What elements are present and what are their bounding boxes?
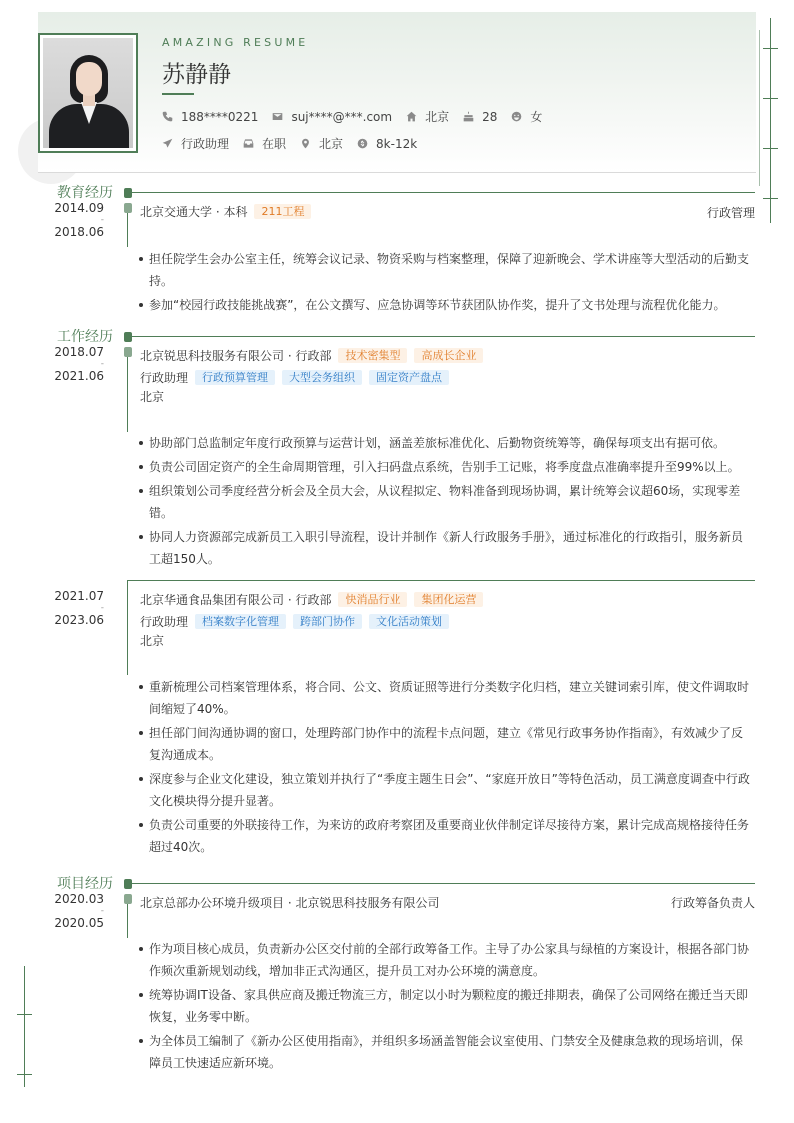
list-item: 作为项目核心成员，负责新办公区交付前的全部行政筹备工作。主导了办公家具与绿植的方案设计，根据各部门协作频次重新规划动线，增加非正式沟通区，提升员工对办公环境的满意度。 — [138, 938, 754, 982]
company-title — [140, 591, 483, 608]
email-item — [272, 110, 392, 124]
decorative-tick — [17, 1074, 32, 1075]
school-tag: 211工程 — [254, 204, 311, 219]
list-item: 组织策划公司季度经营分析会及全员大会，从议程拟定、物料准备到现场协调，累计统筹会议超60场，实现零差错。 — [138, 480, 754, 524]
position-title: 行政助理 — [140, 615, 189, 629]
entry-marker — [124, 203, 132, 213]
gender-text: 女 — [530, 110, 543, 124]
date-separator: - — [100, 359, 104, 369]
cake-icon — [463, 111, 474, 122]
position-line — [140, 613, 449, 630]
work-location: 北京 — [140, 634, 165, 648]
entry-dates — [40, 200, 104, 240]
position-title: 行政助理 — [140, 371, 189, 385]
project-bullets — [138, 938, 754, 1076]
list-item: 负责公司重要的外联接待工作，为来访的政府考察团及重要商业伙伴制定详尽接待方案，累计完成高规格接待任务超过40次。 — [138, 814, 754, 858]
target-position-text: 行政助理 — [181, 137, 230, 151]
major: 行政管理 — [706, 206, 755, 220]
skill-tag: 档案数字化管理 — [195, 614, 286, 629]
brand-label: AMAZING RESUME — [162, 36, 309, 49]
company-title — [140, 347, 483, 364]
target-city-item — [300, 135, 343, 152]
work-bullets — [138, 432, 754, 572]
timeline-line — [127, 357, 128, 432]
end-date: 2018.06 — [54, 225, 104, 239]
entry-marker — [124, 347, 132, 357]
name-underline — [162, 93, 194, 95]
status-item — [243, 135, 286, 152]
phone-text: 188****0221 — [181, 109, 259, 124]
city-item — [406, 108, 449, 125]
smile-icon — [511, 111, 522, 122]
entry-dates — [40, 588, 104, 628]
company-name: 北京锐思科技服务有限公司 · 行政部 — [140, 349, 332, 363]
send-icon — [162, 138, 173, 149]
location-pin-icon — [300, 138, 311, 149]
position-line — [140, 369, 449, 386]
gender-item — [511, 108, 542, 125]
date-separator: - — [100, 906, 104, 916]
section-marker — [124, 332, 132, 342]
phone-icon — [162, 111, 173, 122]
email-text: suj****@***.com — [291, 109, 393, 124]
section-marker — [124, 188, 132, 198]
school-title — [140, 203, 311, 220]
skill-tag: 跨部门协作 — [293, 614, 362, 629]
company-tag: 集团化运营 — [414, 592, 483, 607]
list-item: 为全体员工编制了《新办公区使用指南》，并组织多场涵盖智能会议室使用、门禁安全及健康急救的现场培训，保障员工快速适应新环境。 — [138, 1030, 754, 1074]
list-item: 参加“校园行政技能挑战赛”，在公文撰写、应急协调等环节获团队协作奖，提升了文书处理与流程优化能力。 — [138, 294, 754, 316]
end-date: 2023.06 — [54, 613, 104, 627]
list-item: 深度参与企业文化建设，独立策划并执行了“季度主题生日会”、“家庭开放日”等特色活动，员工满意度调查中行政文化模块得分提升显著。 — [138, 768, 754, 812]
company-tag: 技术密集型 — [338, 348, 407, 363]
company-name: 北京华通食品集团有限公司 · 行政部 — [140, 593, 332, 607]
section-divider — [132, 883, 755, 884]
list-item: 协助部门总监制定年度行政预算与运营计划，涵盖差旅标准优化、后勤物资统筹等，确保每项支出有据可依。 — [138, 432, 754, 454]
decorative-tick — [763, 48, 778, 49]
city-text: 北京 — [425, 110, 450, 124]
section-marker — [124, 879, 132, 889]
entry-marker — [124, 894, 132, 904]
start-date: 2021.07 — [54, 589, 104, 603]
list-item: 担任部门间沟通协调的窗口，处理跨部门协作中的流程卡点问题，建立《常见行政事务协作指南》，有效减少了反复沟通成本。 — [138, 722, 754, 766]
age-item — [463, 110, 497, 124]
entry-dates — [40, 344, 104, 384]
header-divider — [38, 172, 756, 173]
work-bullets — [138, 676, 754, 860]
project-name: 北京总部办公环境升级项目 · 北京锐思科技服务有限公司 — [140, 896, 440, 910]
age-text: 28 — [482, 109, 498, 124]
decorative-tick — [17, 1014, 32, 1015]
mail-icon — [272, 111, 283, 122]
education-section-title: 教育经历 — [57, 185, 113, 201]
contact-info-row — [162, 108, 556, 125]
start-date: 2020.03 — [54, 892, 104, 906]
project-role: 行政筹备负责人 — [670, 896, 755, 910]
target-position-item — [162, 135, 229, 152]
list-item: 统筹协调IT设备、家具供应商及搬迁物流三方，制定以小时为颗粒度的搬迁排期表，确保了公司网络在搬迁当天即恢复，业务零中断。 — [138, 984, 754, 1028]
company-tag: 快消品行业 — [338, 592, 407, 607]
phone-item — [162, 110, 258, 124]
entry-dates — [40, 891, 104, 931]
end-date: 2020.05 — [54, 916, 104, 930]
decorative-tick — [763, 148, 778, 149]
avatar — [43, 38, 133, 148]
home-icon — [406, 111, 417, 122]
decorative-line — [759, 30, 760, 186]
education-bullets — [138, 248, 754, 318]
education-section-header — [0, 185, 794, 201]
list-item: 重新梳理公司档案管理体系，将合同、公文、资质证照等进行分类数字化归档，建立关键词索引库，使文件调取时间缩短了40%。 — [138, 676, 754, 720]
timeline-line — [127, 904, 128, 938]
work-section-header — [0, 329, 794, 345]
status-text: 在职 — [262, 137, 287, 151]
skill-tag: 大型会务组织 — [282, 370, 362, 385]
list-item: 担任院学生会办公室主任，统筹会议记录、物资采购与档案整理，保障了迎新晚会、学术讲座等大型活动的后勤支持。 — [138, 248, 754, 292]
money-icon — [357, 138, 368, 149]
decorative-tick — [763, 98, 778, 99]
salary-item — [357, 137, 417, 151]
job-info-row — [162, 135, 431, 152]
work-location: 北京 — [140, 390, 165, 404]
salary-text: 8k-12k — [376, 136, 418, 151]
work-section-title: 工作经历 — [57, 329, 113, 345]
project-section-title: 项目经历 — [57, 876, 113, 892]
inbox-icon — [243, 138, 254, 149]
section-divider — [132, 192, 755, 193]
section-divider — [132, 336, 755, 337]
timeline-line — [127, 580, 128, 675]
start-date: 2018.07 — [54, 345, 104, 359]
timeline-line — [127, 213, 128, 247]
project-section-header — [0, 876, 794, 892]
date-separator: - — [100, 603, 104, 613]
decorative-line — [24, 966, 25, 1087]
start-date: 2014.09 — [54, 201, 104, 215]
company-tag: 高成长企业 — [414, 348, 483, 363]
profile-photo — [38, 33, 138, 153]
target-city-text: 北京 — [319, 137, 344, 151]
date-separator: - — [100, 215, 104, 225]
candidate-name: 苏静静 — [162, 62, 231, 88]
list-item: 协同人力资源部完成新员工入职引导流程，设计并制作《新人行政服务手册》，通过标准化的行政指引，服务新员工超150人。 — [138, 526, 754, 570]
skill-tag: 行政预算管理 — [195, 370, 275, 385]
school-name: 北京交通大学 · 本科 — [140, 205, 248, 219]
list-item: 负责公司固定资产的全生命周期管理，引入扫码盘点系统，告别手工记账，将季度盘点准确率提升至99%以上。 — [138, 456, 754, 478]
skill-tag: 固定资产盘点 — [369, 370, 449, 385]
skill-tag: 文化活动策划 — [369, 614, 449, 629]
end-date: 2021.06 — [54, 369, 104, 383]
entry-divider — [127, 580, 755, 581]
